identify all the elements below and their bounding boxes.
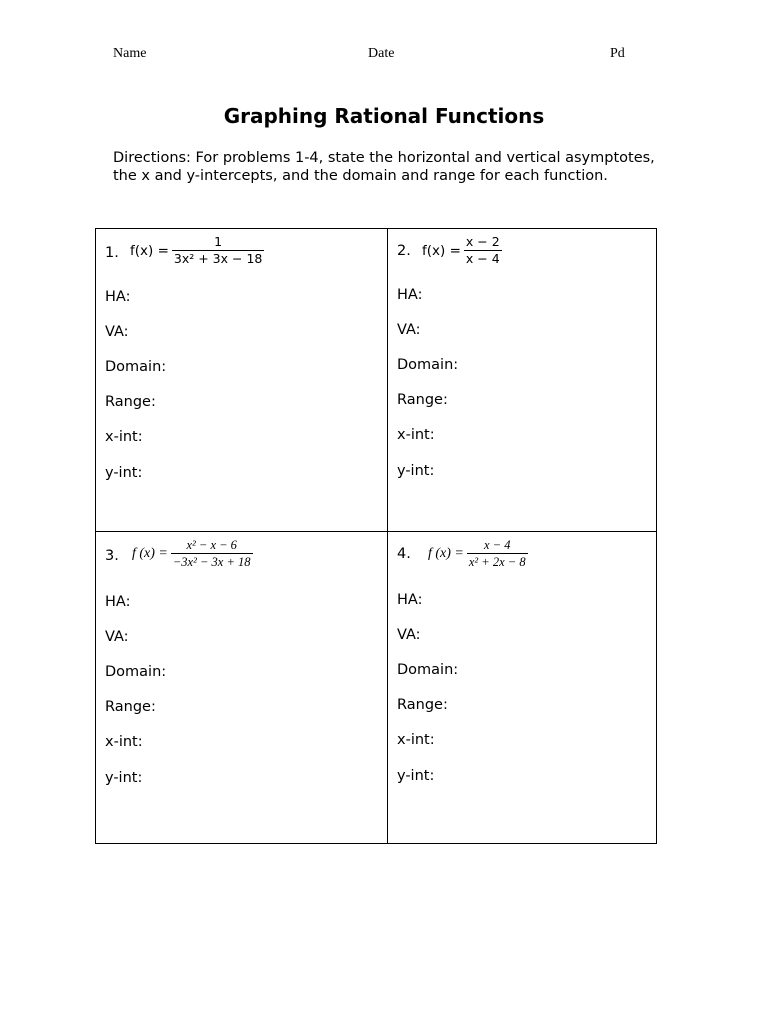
range-label: Range: [397,697,448,713]
va-label: VA: [105,324,129,340]
y-int-label: y-int: [105,465,143,481]
ha-label: HA: [397,592,423,608]
va-label: VA: [397,627,421,643]
x-int-label: x-int: [397,732,435,748]
directions-text: Directions: For problems 1-4, state the horizontal and vertical asymptotes, the x and y-intercepts, and the domain and range for each function. [113,150,655,184]
equation-fraction [172,235,264,266]
problem-equation [428,538,528,569]
domain-label: Domain: [397,662,459,678]
numerator: x − 2 [465,234,500,249]
range-label: Range: [397,392,448,408]
equation-fraction [467,538,528,569]
denominator: x − 4 [465,251,500,266]
grid-horizontal-divider [96,531,656,532]
ha-label: HA: [397,287,423,303]
grid-vertical-divider [387,229,388,843]
name-label: Name [113,46,147,61]
equation-fraction [464,235,502,266]
problem-number: 3. [105,548,119,564]
domain-label: Domain: [105,664,167,680]
y-int-label: y-int: [397,463,435,479]
denominator: −3x² − 3x + 18 [172,555,251,569]
range-label: Range: [105,699,156,715]
equation-lhs: f(x) = [130,242,169,259]
ha-label: HA: [105,594,131,610]
page-title: Graphing Rational Functions [223,104,545,128]
date-label: Date [368,46,395,61]
problem-grid [95,228,657,844]
va-label: VA: [105,629,129,645]
y-int-label: y-int: [397,768,435,784]
equation-fraction [171,538,253,569]
numerator: x − 4 [483,538,511,552]
denominator: x² + 2x − 8 [468,555,526,569]
problem-equation [422,235,502,266]
y-int-label: y-int: [105,770,143,786]
problem-number: 1. [105,245,119,261]
denominator: 3x² + 3x − 18 [173,251,263,266]
numerator: x² − x − 6 [186,538,237,552]
problem-equation [132,538,253,569]
problem-equation [130,235,264,266]
range-label: Range: [105,394,156,410]
domain-label: Domain: [397,357,459,373]
numerator: 1 [214,234,223,249]
problem-number: 4. [397,546,411,562]
x-int-label: x-int: [105,734,143,750]
period-label: Pd [610,46,625,61]
equation-lhs: f (x) = [132,545,168,561]
domain-label: Domain: [105,359,167,375]
x-int-label: x-int: [105,429,143,445]
equation-lhs: f(x) = [422,242,461,259]
equation-lhs: f (x) = [428,545,464,561]
ha-label: HA: [105,289,131,305]
va-label: VA: [397,322,421,338]
x-int-label: x-int: [397,427,435,443]
problem-number: 2. [397,243,411,259]
